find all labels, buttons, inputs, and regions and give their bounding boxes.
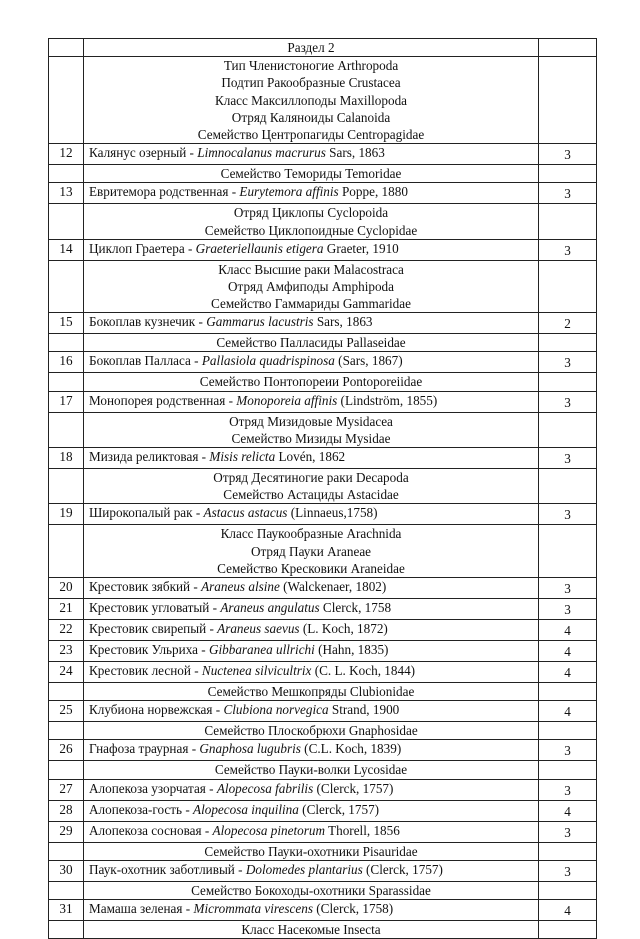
species-table-document xyxy=(48,38,596,939)
species-author: Poppe, 1880 xyxy=(338,184,408,200)
species-latin-name: Alopecosa fabrilis xyxy=(216,780,314,796)
species-number: 13 xyxy=(49,183,84,204)
taxon-label: Отряд Пауки Araneae xyxy=(250,543,372,559)
species-description xyxy=(84,577,539,598)
species-russian-name: Крестовик свирепый - xyxy=(89,620,218,636)
taxon-label: Семейство Центропагиды Centropagidae xyxy=(197,126,425,142)
species-russian-name: Монопорея родственная - xyxy=(89,392,237,408)
species-status: 4 xyxy=(539,661,597,682)
taxon-header-row xyxy=(49,165,597,183)
species-russian-name: Гнафоза траурная - xyxy=(89,741,200,757)
species-russian-name: Крестовик лесной - xyxy=(89,662,202,678)
species-description xyxy=(84,800,539,821)
taxon-label: Семейство Бокоходы-охотники Sparassidae xyxy=(191,882,431,898)
taxon-num-cell xyxy=(49,57,84,144)
taxon-label: Семейство Мизиды Mysidae xyxy=(231,430,391,446)
taxon-label: Отряд Амфиподы Amphipoda xyxy=(228,278,394,294)
species-row xyxy=(49,239,597,260)
taxon-header-cell xyxy=(84,334,539,352)
taxon-num-cell xyxy=(49,260,84,313)
species-description xyxy=(84,860,539,881)
species-number: 27 xyxy=(49,779,84,800)
species-description xyxy=(84,598,539,619)
species-author: (L. Koch, 1872) xyxy=(299,620,388,636)
taxon-label: Отряд Мизидовые Mysidacea xyxy=(229,413,393,429)
taxon-header-cell xyxy=(84,722,539,740)
taxon-header-cell xyxy=(84,260,539,313)
taxon-header-row xyxy=(49,469,597,504)
species-author: (Clerck, 1757) xyxy=(362,861,443,877)
species-latin-name: Gibbaranea ullrichi xyxy=(208,641,315,657)
species-status: 3 xyxy=(539,391,597,412)
species-description xyxy=(84,352,539,373)
species-number: 15 xyxy=(49,313,84,334)
taxon-num-cell xyxy=(49,412,84,447)
species-number: 12 xyxy=(49,144,84,165)
species-latin-name: Araneus saevus xyxy=(217,620,300,636)
species-number: 20 xyxy=(49,577,84,598)
species-latin-name: Gnaphosa lugubris xyxy=(199,741,301,757)
taxon-label: Семейство Темориды Temoridae xyxy=(220,166,402,182)
taxon-label: Класс Насекомые Insecta xyxy=(241,921,381,937)
species-number: 18 xyxy=(49,448,84,469)
species-row xyxy=(49,661,597,682)
species-latin-name: Araneus angulatus xyxy=(220,599,320,615)
species-latin-name: Graeteriellaunis etigera xyxy=(195,240,324,256)
species-row xyxy=(49,144,597,165)
species-russian-name: Паук-охотник заботливый - xyxy=(89,861,246,877)
species-latin-name: Araneus alsine xyxy=(201,578,280,594)
taxon-num-cell xyxy=(49,761,84,779)
species-russian-name: Алопекоза узорчатая - xyxy=(89,780,217,796)
taxon-label: Класс Паукообразные Arachnida xyxy=(220,526,402,542)
taxon-status-cell xyxy=(539,57,597,144)
species-author: Sars, 1863 xyxy=(325,145,385,161)
species-russian-name: Евритемора родственная - xyxy=(89,184,240,200)
section-status-cell xyxy=(539,39,597,57)
taxon-num-cell xyxy=(49,334,84,352)
species-russian-name: Клубиона норвежская - xyxy=(89,702,224,718)
species-row xyxy=(49,577,597,598)
species-russian-name: Бокоплав кузнечик - xyxy=(89,314,207,330)
species-author: (Clerck, 1757) xyxy=(313,780,394,796)
species-latin-name: Monoporeia affinis xyxy=(236,392,338,408)
taxon-label: Семейство Понтопореии Pontoporeiidae xyxy=(199,374,423,390)
species-status: 3 xyxy=(539,183,597,204)
taxon-label: Семейство Астациды Astacidae xyxy=(223,487,399,503)
taxon-header-row xyxy=(49,334,597,352)
species-status: 3 xyxy=(539,352,597,373)
taxon-num-cell xyxy=(49,920,84,938)
taxon-label: Отряд Циклопы Cyclopoida xyxy=(233,205,389,221)
taxon-header-row xyxy=(49,260,597,313)
taxon-header-row xyxy=(49,842,597,860)
species-row xyxy=(49,183,597,204)
taxon-header-row xyxy=(49,204,597,239)
taxon-label: Семейство Циклопоидные Cyclopidae xyxy=(204,222,418,238)
taxon-label: Семейство Пауки-охотники Pisauridae xyxy=(204,843,418,859)
species-status: 3 xyxy=(539,821,597,842)
species-russian-name: Широкопалый рак - xyxy=(89,505,204,521)
species-status: 3 xyxy=(539,740,597,761)
species-author: Strand, 1900 xyxy=(328,702,400,718)
species-latin-name: Pallasiola quadrispinosa xyxy=(201,353,335,369)
taxon-num-cell xyxy=(49,722,84,740)
species-author: (Clerck, 1757) xyxy=(298,801,380,817)
taxon-label: Класс Максиллоподы Maxillopoda xyxy=(214,92,408,108)
taxon-header-row xyxy=(49,525,597,578)
species-status: 3 xyxy=(539,598,597,619)
species-description xyxy=(84,239,539,260)
species-row xyxy=(49,313,597,334)
species-number: 22 xyxy=(49,619,84,640)
taxon-status-cell xyxy=(539,682,597,700)
species-description xyxy=(84,740,539,761)
species-row xyxy=(49,779,597,800)
taxon-header-row xyxy=(49,881,597,899)
species-author: (Clerck, 1758) xyxy=(312,900,394,916)
taxon-header-row xyxy=(49,920,597,938)
species-number: 16 xyxy=(49,352,84,373)
species-author: Clerck, 1758 xyxy=(319,599,392,615)
taxon-num-cell xyxy=(49,469,84,504)
taxon-header-cell xyxy=(84,373,539,391)
species-author: (Sars, 1867) xyxy=(334,353,403,369)
species-description xyxy=(84,821,539,842)
species-russian-name: Алопекоза-гость - xyxy=(89,801,194,817)
species-table xyxy=(48,38,597,939)
taxon-label: Семейство Гаммариды Gammaridae xyxy=(211,296,411,312)
taxon-label: Семейство Кресковики Araneidae xyxy=(217,560,405,576)
species-row xyxy=(49,504,597,525)
taxon-header-row xyxy=(49,57,597,144)
taxon-label: Отряд Десятиногие раки Decapoda xyxy=(213,470,409,486)
species-status: 3 xyxy=(539,504,597,525)
species-latin-name: Nuctenea silvicultrix xyxy=(201,662,312,678)
species-table-body xyxy=(49,39,597,939)
section-title: Раздел 2 xyxy=(84,39,539,57)
taxon-status-cell xyxy=(539,722,597,740)
species-description xyxy=(84,779,539,800)
species-russian-name: Крестовик Ульриха - xyxy=(89,641,209,657)
species-author: Graeter, 1910 xyxy=(323,240,399,256)
taxon-status-cell xyxy=(539,373,597,391)
species-description xyxy=(84,619,539,640)
taxon-label: Подтип Ракообразные Crustacea xyxy=(221,75,401,91)
species-latin-name: Dolomedes plantarius xyxy=(245,861,363,877)
taxon-header-cell xyxy=(84,165,539,183)
taxon-header-cell xyxy=(84,412,539,447)
species-latin-name: Misis relicta xyxy=(209,449,276,465)
species-row xyxy=(49,619,597,640)
species-russian-name: Алопекоза сосновая - xyxy=(89,822,213,838)
taxon-status-cell xyxy=(539,881,597,899)
species-number: 30 xyxy=(49,860,84,881)
species-number: 31 xyxy=(49,899,84,920)
species-author: (Walckenaer, 1802) xyxy=(279,578,387,594)
species-author: (C. L. Koch, 1844) xyxy=(311,662,416,678)
taxon-header-cell xyxy=(84,881,539,899)
species-description xyxy=(84,183,539,204)
species-status: 4 xyxy=(539,800,597,821)
species-description xyxy=(84,391,539,412)
species-status: 3 xyxy=(539,577,597,598)
species-status: 3 xyxy=(539,239,597,260)
species-description xyxy=(84,701,539,722)
species-number: 26 xyxy=(49,740,84,761)
species-author: (Hahn, 1835) xyxy=(314,641,389,657)
taxon-label: Семейство Палласиды Pallaseidae xyxy=(216,335,406,351)
species-number: 21 xyxy=(49,598,84,619)
species-author: (Lindström, 1855) xyxy=(337,392,438,408)
species-russian-name: Бокоплав Палласа - xyxy=(89,353,202,369)
species-description xyxy=(84,661,539,682)
species-latin-name: Limnocalanus macrurus xyxy=(197,145,326,161)
species-author: Thorell, 1856 xyxy=(325,822,400,838)
taxon-num-cell xyxy=(49,204,84,239)
species-row xyxy=(49,821,597,842)
section-num-cell xyxy=(49,39,84,57)
species-status: 3 xyxy=(539,144,597,165)
species-status: 4 xyxy=(539,619,597,640)
species-row xyxy=(49,740,597,761)
taxon-status-cell xyxy=(539,260,597,313)
taxon-status-cell xyxy=(539,165,597,183)
taxon-header-cell xyxy=(84,469,539,504)
taxon-header-cell xyxy=(84,682,539,700)
species-number: 25 xyxy=(49,701,84,722)
taxon-status-cell xyxy=(539,761,597,779)
taxon-header-cell xyxy=(84,842,539,860)
taxon-label: Класс Высшие раки Malacostraca xyxy=(218,261,404,277)
taxon-label: Отряд Каляноиды Calanoida xyxy=(231,109,391,125)
taxon-header-row xyxy=(49,722,597,740)
species-status: 3 xyxy=(539,860,597,881)
species-row xyxy=(49,598,597,619)
species-description xyxy=(84,144,539,165)
species-row xyxy=(49,640,597,661)
species-status: 4 xyxy=(539,701,597,722)
species-status: 4 xyxy=(539,899,597,920)
taxon-header-cell xyxy=(84,525,539,578)
taxon-num-cell xyxy=(49,842,84,860)
species-row xyxy=(49,391,597,412)
species-number: 17 xyxy=(49,391,84,412)
species-latin-name: Alopecosa pinetorum xyxy=(212,822,325,838)
species-row xyxy=(49,701,597,722)
section-header-row xyxy=(49,39,597,57)
taxon-header-cell xyxy=(84,57,539,144)
taxon-label: Семейство Пауки-волки Lycosidae xyxy=(214,762,408,778)
species-russian-name: Калянус озерный - xyxy=(89,145,198,161)
taxon-status-cell xyxy=(539,842,597,860)
species-latin-name: Micrommata virescens xyxy=(193,900,313,916)
taxon-label: Семейство Мешкопряды Clubionidae xyxy=(207,683,415,699)
species-author: (C.L. Koch, 1839) xyxy=(300,741,402,757)
species-description xyxy=(84,899,539,920)
taxon-header-cell xyxy=(84,761,539,779)
species-russian-name: Мизида реликтовая - xyxy=(89,449,210,465)
taxon-header-row xyxy=(49,412,597,447)
species-latin-name: Astacus astacus xyxy=(203,505,288,521)
taxon-header-row xyxy=(49,682,597,700)
species-latin-name: Eurytemora affinis xyxy=(239,184,339,200)
taxon-num-cell xyxy=(49,682,84,700)
species-description xyxy=(84,313,539,334)
species-latin-name: Clubiona norvegica xyxy=(223,702,329,718)
species-description xyxy=(84,504,539,525)
species-number: 19 xyxy=(49,504,84,525)
taxon-label: Семейство Плоскобрюхи Gnaphosidae xyxy=(204,723,418,739)
species-row xyxy=(49,860,597,881)
taxon-num-cell xyxy=(49,165,84,183)
species-number: 24 xyxy=(49,661,84,682)
taxon-status-cell xyxy=(539,469,597,504)
species-russian-name: Циклоп Граетера - xyxy=(89,240,196,256)
species-latin-name: Alopecosa inquilina xyxy=(193,801,299,817)
taxon-header-cell xyxy=(84,920,539,938)
taxon-header-row xyxy=(49,761,597,779)
species-author: Sars, 1863 xyxy=(313,314,373,330)
species-number: 23 xyxy=(49,640,84,661)
species-author: Lovén, 1862 xyxy=(275,449,346,465)
taxon-num-cell xyxy=(49,373,84,391)
taxon-num-cell xyxy=(49,525,84,578)
species-number: 28 xyxy=(49,800,84,821)
taxon-status-cell xyxy=(539,920,597,938)
species-latin-name: Gammarus lacustris xyxy=(206,314,314,330)
species-number: 29 xyxy=(49,821,84,842)
species-description xyxy=(84,448,539,469)
taxon-num-cell xyxy=(49,881,84,899)
taxon-label: Тип Членистоногие Arthropoda xyxy=(223,58,399,74)
species-russian-name: Крестовик зябкий - xyxy=(89,578,202,594)
species-status: 3 xyxy=(539,779,597,800)
taxon-status-cell xyxy=(539,412,597,447)
species-russian-name: Крестовик угловатый - xyxy=(89,599,221,615)
species-status: 4 xyxy=(539,640,597,661)
species-row xyxy=(49,800,597,821)
taxon-status-cell xyxy=(539,334,597,352)
taxon-header-row xyxy=(49,373,597,391)
species-status: 3 xyxy=(539,448,597,469)
species-status: 2 xyxy=(539,313,597,334)
species-russian-name: Мамаша зеленая - xyxy=(89,900,194,916)
taxon-status-cell xyxy=(539,525,597,578)
species-row xyxy=(49,352,597,373)
species-row xyxy=(49,448,597,469)
species-description xyxy=(84,640,539,661)
taxon-status-cell xyxy=(539,204,597,239)
species-row xyxy=(49,899,597,920)
species-number: 14 xyxy=(49,239,84,260)
species-author: (Linnaeus,1758) xyxy=(287,505,378,521)
taxon-header-cell xyxy=(84,204,539,239)
